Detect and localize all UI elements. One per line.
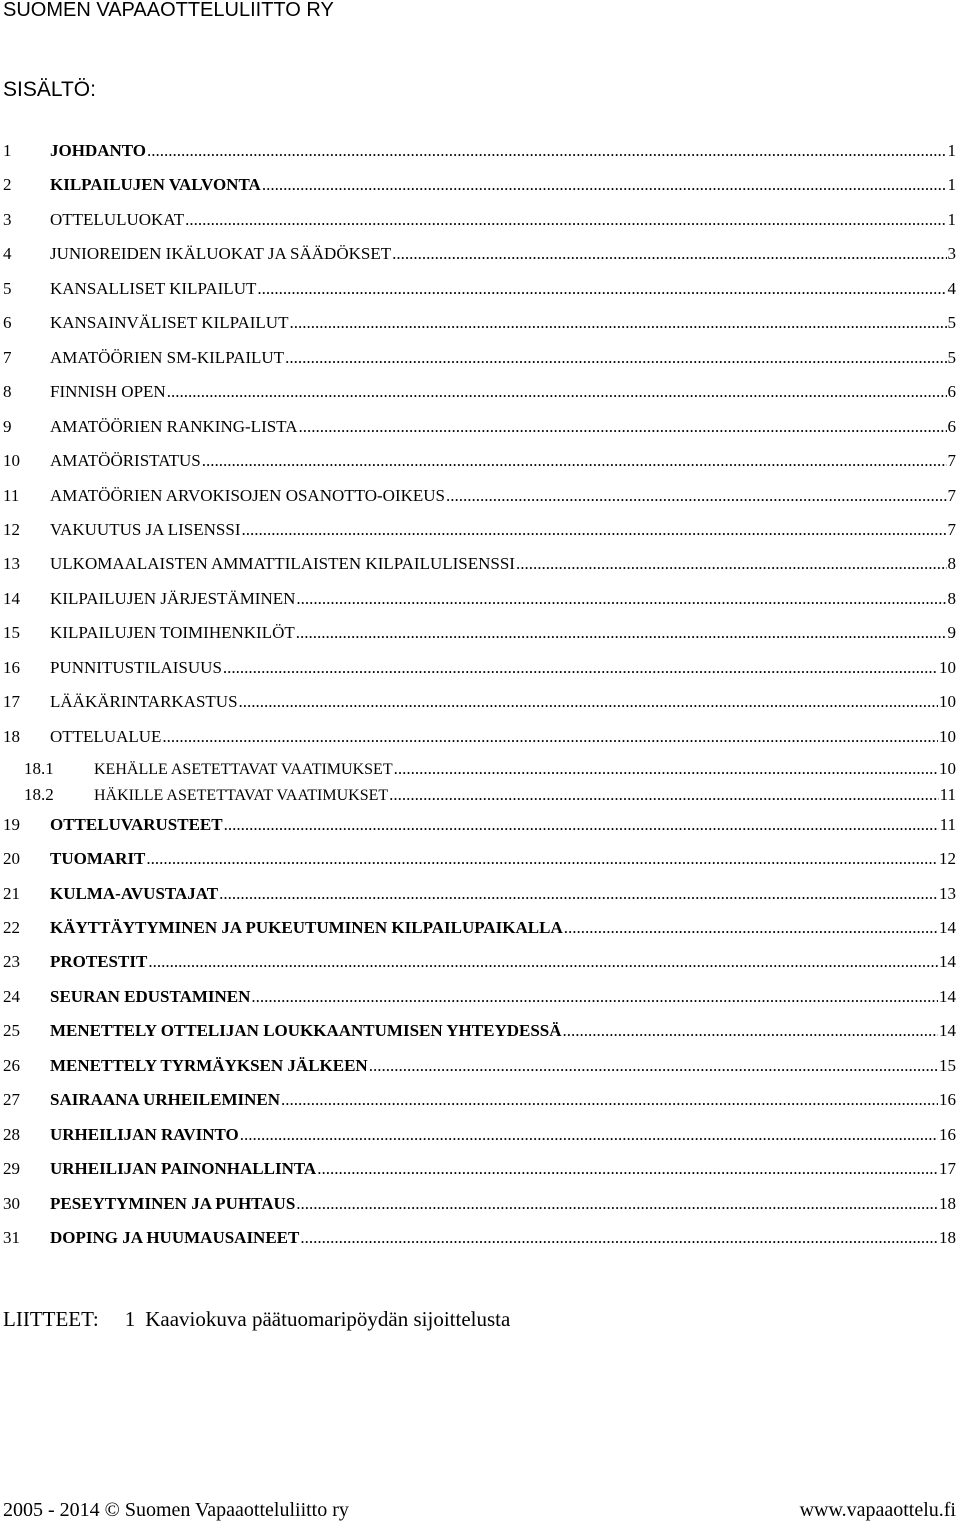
toc-entry-page: 10 [939,657,956,677]
toc-entry-page: 9 [947,623,956,643]
toc-dot-leader [240,1124,938,1146]
toc-entry-page: 1 [947,209,956,229]
toc-entry-title: AMATÖÖRIEN SM-KILPAILUT [50,347,285,367]
toc-entry-page: 1 [947,175,956,195]
toc-entry-number: 20 [3,849,20,869]
toc-entry-title: AMATÖÖRIEN ARVOKISOJEN OSANOTTO-OIKEUS [50,485,445,505]
document-footer [3,1497,956,1523]
toc-subentry[interactable] [0,784,956,818]
toc-entry-title: PROTESTIT [50,952,148,972]
toc-entry-title: TUOMARIT [50,849,146,869]
toc-dot-leader [146,848,938,870]
toc-entry[interactable] [0,1158,956,1192]
toc-entry-title: KULMA-AVUSTAJAT [50,883,219,903]
toc-entry-number: 5 [3,278,12,298]
toc-dot-leader [148,951,938,973]
document-header [3,0,334,22]
toc-entry-number: 22 [3,918,20,937]
toc-entry-title: KEHÄLLE ASETETTAVAT VAATIMUKSET [94,760,393,778]
toc-entry[interactable] [0,312,956,346]
toc-entry[interactable] [0,416,956,450]
toc-entry[interactable] [0,278,956,312]
toc-entry-number: 7 [3,347,12,367]
toc-entry[interactable] [0,657,956,691]
toc-entry-page: 14 [939,918,956,937]
toc-dot-leader [257,278,946,300]
toc-entry-page: 14 [939,952,956,972]
toc-entry[interactable] [0,588,956,622]
toc-entry-title: ULKOMAALAISTEN AMMATTILAISTEN KILPAILULISENSSI [50,554,515,574]
toc-entry-page: 6 [947,382,956,402]
toc-entry-number: 30 [3,1193,20,1213]
toc-entry-number: 23 [3,952,20,972]
toc-entry[interactable] [0,951,956,985]
toc-dot-leader [394,758,938,780]
toc-entry-number: 12 [3,519,20,539]
toc-entry-page: 18 [939,1228,956,1248]
toc-entry-number: 3 [3,209,12,229]
toc-entry-page: 7 [947,451,956,471]
toc-entry[interactable] [0,243,956,277]
toc-entry-page: 1 [947,141,956,160]
toc-entry-number: 18 [3,726,20,746]
toc-entry-title: KÄYTTÄYTYMINEN JA PUKEUTUMINEN KILPAILUPAIKALLA [50,918,563,937]
toc-dot-leader [262,174,947,196]
toc-entry-title: KILPAILUJEN TOIMIHENKILÖT [50,623,295,643]
toc-dot-leader [185,209,946,231]
toc-dot-leader [223,657,938,679]
toc-dot-leader [281,1089,938,1111]
toc-entry-page: 7 [947,519,956,539]
toc-entry-number: 14 [3,588,20,608]
toc-dot-leader [300,1227,938,1249]
toc-entry[interactable] [0,986,956,1020]
toc-entry-title: KANSALLISET KILPAILUT [50,278,257,298]
toc-dot-leader [369,1055,938,1077]
toc-entry-number: 24 [3,986,20,1006]
toc-dot-leader [389,784,938,806]
toc-entry-page: 8 [947,554,956,574]
toc-entry-page: 13 [939,883,956,903]
toc-entry[interactable] [0,691,956,725]
toc-heading: SISÄLTÖ: [3,78,96,101]
toc-dot-leader [219,883,938,905]
toc-entry[interactable] [0,726,956,760]
toc-dot-leader [516,553,947,575]
toc-entry[interactable] [0,1193,956,1227]
toc-entry[interactable] [0,450,956,484]
toc-entry-title: KILPAILUJEN JÄRJESTÄMINEN [50,588,296,608]
toc-dot-leader [298,416,946,438]
toc-entry-title: OTTELUVARUSTEET [50,814,223,834]
toc-entry-page: 16 [939,1090,956,1110]
toc-entry-page: 15 [939,1055,956,1075]
toc-dot-leader [296,622,947,644]
toc-entry-title: DOPING JA HUUMAUSAINEET [50,1228,300,1248]
toc-dot-leader [296,1193,938,1215]
toc-entry-title: LÄÄKÄRINTARKASTUS [50,692,238,712]
toc-entry-number: 18.1 [24,758,54,778]
toc-dot-leader [147,140,946,162]
toc-entry-title: VAKUUTUS JA LISENSSI [50,519,241,539]
toc-entry-page: 10 [939,692,956,712]
toc-dot-leader [251,986,938,1008]
toc-entry-title: JOHDANTO [50,141,147,160]
toc-entry-number: 31 [3,1228,20,1248]
organization-name: SUOMEN VAPAAOTTELULIITTO RY [3,0,334,21]
toc-dot-leader [242,519,947,541]
appendix-list [3,1306,510,1332]
toc-entry-number: 16 [3,657,20,677]
toc-entry-number: 17 [3,692,20,712]
toc-dot-leader [202,450,947,472]
toc-entry-page: 11 [939,784,956,804]
toc-entry-number: 1 [3,141,12,160]
toc-entry-title: PUNNITUSTILAISUUS [50,657,222,677]
toc-dot-leader [392,243,946,265]
toc-entry-number: 6 [3,313,12,333]
appendix-item-title: Kaaviokuva päätuomaripöydän sijoittelusta [145,1307,511,1331]
toc-entry-number: 27 [3,1090,20,1110]
toc-entry[interactable] [0,347,956,381]
toc-entry-page: 5 [947,313,956,333]
toc-dot-leader [296,588,946,610]
toc-entry[interactable] [0,381,956,415]
toc-entry-title: PESEYTYMINEN JA PUHTAUS [50,1193,296,1213]
toc-entry-page: 16 [939,1124,956,1144]
toc-entry-number: 19 [3,814,20,834]
toc-entry-number: 9 [3,416,12,436]
toc-entry-number: 2 [3,175,12,195]
toc-dot-leader [563,1020,938,1042]
toc-entry-title: URHEILIJAN RAVINTO [50,1124,239,1144]
toc-entry[interactable] [0,1227,956,1261]
toc-entry[interactable] [0,140,956,174]
toc-entry-title: AMATÖÖRISTATUS [50,451,201,471]
toc-dot-leader [162,726,938,748]
appendix-label: LIITTEET: [3,1307,99,1331]
toc-entry-number: 21 [3,883,20,903]
toc-entry-number: 15 [3,623,20,643]
toc-entry-title: SEURAN EDUSTAMINEN [50,986,251,1006]
toc-dot-leader [239,691,938,713]
toc-entry[interactable] [0,917,956,951]
toc-entry-number: 13 [3,554,20,574]
toc-entry-title: KILPAILUJEN VALVONTA [50,175,261,195]
toc-entry-number: 26 [3,1055,20,1075]
toc-entry[interactable] [0,1089,956,1123]
toc-entry-page: 11 [939,814,956,834]
toc-entry-page: 14 [939,986,956,1006]
toc-entry-page: 4 [947,278,956,298]
toc-entry[interactable] [0,1124,956,1158]
toc-entry-page: 10 [939,726,956,746]
toc-entry-title: FINNISH OPEN [50,382,166,402]
toc-entry[interactable] [0,485,956,519]
toc-entry-title: KANSAINVÄLISET KILPAILUT [50,313,289,333]
toc-entry[interactable] [0,553,956,587]
footer-website: www.vapaaottelu.fi [799,1499,956,1521]
toc-entry[interactable] [0,209,956,243]
toc-entry-page: 18 [939,1193,956,1213]
toc-entry-title: HÄKILLE ASETETTAVAT VAATIMUKSET [94,786,389,804]
toc-entry-number: 29 [3,1159,20,1179]
toc-dot-leader [564,917,938,939]
toc-entry-number: 11 [3,485,20,505]
toc-dot-leader [289,312,946,334]
toc-entry-page: 6 [947,416,956,436]
toc-entry-page: 17 [939,1159,956,1179]
toc-entry-number: 28 [3,1124,20,1144]
toc-entry[interactable] [0,1055,956,1089]
toc-entry-number: 8 [3,382,12,402]
toc-entry-title: AMATÖÖRIEN RANKING-LISTA [50,416,298,436]
appendix-item-number: 1 [124,1307,136,1331]
toc-dot-leader [446,485,947,507]
toc-dot-leader [167,381,947,403]
toc-entry[interactable] [0,883,956,917]
toc-entry-page: 3 [947,244,956,264]
toc-entry-title: SAIRAANA URHEILEMINEN [50,1090,281,1110]
toc-entry-title: OTTELULUOKAT [50,209,185,229]
toc-entry[interactable] [0,1020,956,1054]
toc-entry-page: 7 [947,485,956,505]
footer-copyright: 2005 - 2014 © Suomen Vapaaotteluliitto ry [3,1499,349,1521]
toc-entry-number: 4 [3,244,12,264]
toc-entry[interactable] [0,174,956,208]
toc-entry-page: 12 [939,849,956,869]
toc-entry-page: 5 [947,347,956,367]
toc-dot-leader [285,347,946,369]
toc-entry-title: URHEILIJAN PAINONHALLINTA [50,1159,317,1179]
toc-entry-page: 10 [939,758,956,778]
toc-entry-number: 25 [3,1021,20,1041]
toc-dot-leader [317,1158,938,1180]
toc-entry[interactable] [0,622,956,656]
toc-entry-title: MENETTELY TYRMÄYKSEN JÄLKEEN [50,1055,368,1075]
toc-entry-title: MENETTELY OTTELIJAN LOUKKAANTUMISEN YHTEYDESSÄ [50,1021,562,1041]
toc-entry[interactable] [0,848,956,882]
toc-entry-number: 10 [3,451,20,471]
toc-entry-page: 14 [939,1021,956,1041]
toc-entry-title: JUNIOREIDEN IKÄLUOKAT JA SÄÄDÖKSET [50,244,392,264]
toc-dot-leader [224,814,939,836]
toc-entry-number: 18.2 [24,784,54,804]
toc-entry-page: 8 [947,588,956,608]
toc-entry[interactable] [0,519,956,553]
toc-entry[interactable] [0,814,956,848]
toc-entry-title: OTTELUALUE [50,726,162,746]
